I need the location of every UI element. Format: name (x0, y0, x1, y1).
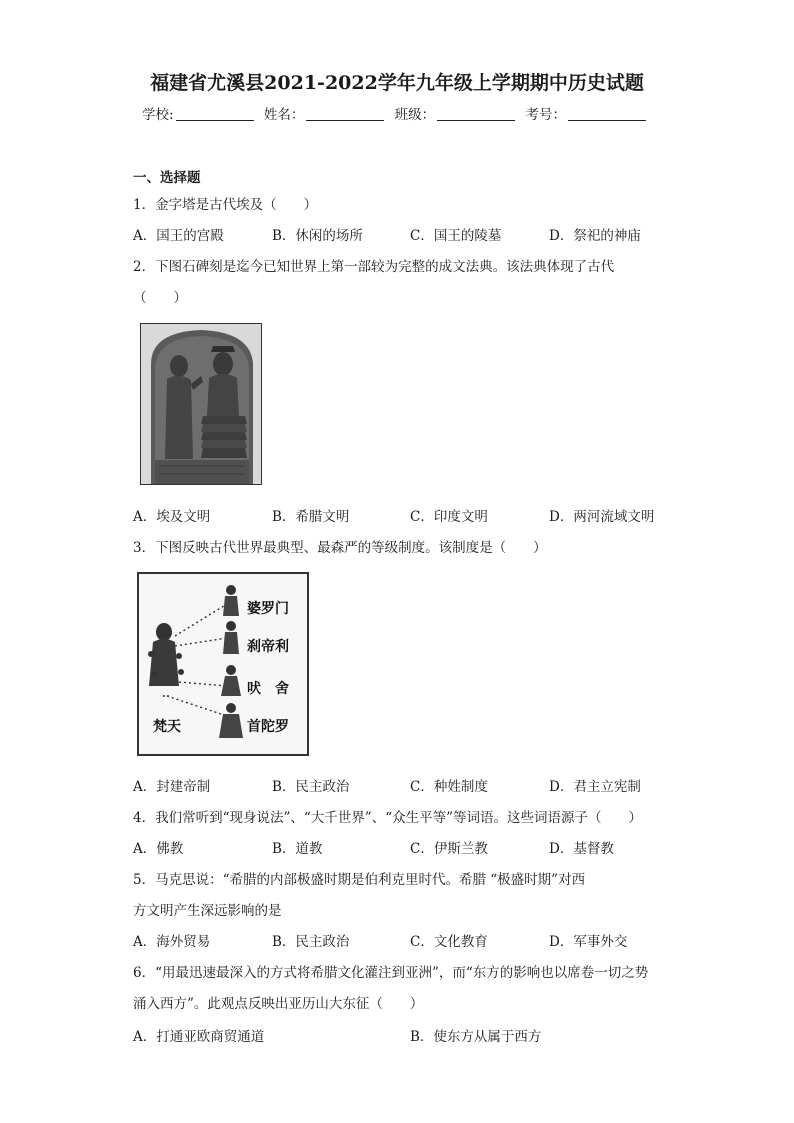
question-5-option-b[interactable]: B．民主政治 (272, 934, 350, 950)
exam-number-label: 考号： (525, 107, 566, 123)
question-3-option-b[interactable]: B．民主政治 (272, 779, 350, 795)
section-heading: 一、选择题 (133, 170, 201, 186)
school-label: 学校: (142, 107, 174, 123)
class-label: 班级： (394, 107, 436, 123)
question-1-stem: 1．金字塔是古代埃及（ ） (133, 197, 318, 213)
question-1-option-a[interactable]: A．国王的宫殿 (133, 228, 224, 244)
class-blank[interactable] (437, 106, 515, 121)
question-6-option-b[interactable]: B．使东方从属于西方 (410, 1029, 542, 1045)
student-info-line (0, 103, 794, 123)
caste-label-kshatriya: 刹帝利 (247, 639, 289, 655)
question-2-option-b[interactable]: B．希腊文明 (272, 509, 350, 525)
code-of-hammurabi-stele-image (140, 323, 262, 485)
name-label: 姓名： (263, 107, 305, 123)
caste-label-brahmin: 婆罗门 (247, 601, 289, 617)
question-3-option-a[interactable]: A．封建帝制 (133, 779, 211, 795)
question-4-option-d[interactable]: D．基督教 (549, 841, 614, 857)
question-6-stem-line-2: 涌入西方”。此观点反映出亚历山大东征（ ） (133, 996, 424, 1012)
question-1-option-b[interactable]: B．休闲的场所 (272, 228, 363, 244)
question-3-stem: 3．下图反映古代世界最典型、最森严的等级制度。该制度是（ ） (133, 540, 547, 556)
question-6-option-a[interactable]: A．打通亚欧商贸通道 (133, 1029, 265, 1045)
question-5-stem-line-1: 5．马克思说：“希腊的内部极盛时期是伯利克里时代。希腊 “极盛时期”对西 (133, 872, 586, 888)
question-2-stem-line-1: 2．下图石碑刻是迄今已知世界上第一部较为完整的成文法典。该法典体现了古代 (133, 259, 615, 275)
question-1-option-d[interactable]: D．祭祀的神庙 (549, 228, 641, 244)
question-4-stem: 4．我们常听到“现身说法”、“大千世界”、“众生平等”等词语。这些词语源子（ ） (133, 810, 642, 826)
caste-label-brahma: 梵天 (153, 719, 181, 735)
question-5-option-a[interactable]: A．海外贸易 (133, 934, 211, 950)
question-3-option-c[interactable]: C．种姓制度 (410, 779, 488, 795)
question-5-stem-line-2: 方文明产生深远影响的是 (133, 903, 282, 919)
exam-title: 福建省尤溪县2021-2022学年九年级上学期期中历史试题 (150, 72, 644, 94)
question-6-stem-line-1: 6．“用最迅速最深入的方式将希腊文化灌注到亚洲”，而“东方的影响也以席卷一切之势 (133, 965, 649, 981)
question-1-option-c[interactable]: C．国王的陵墓 (410, 228, 502, 244)
stele-drawing (141, 324, 261, 484)
question-2-option-c[interactable]: C．印度文明 (410, 509, 488, 525)
school-blank[interactable] (176, 106, 254, 121)
question-2-stem-line-2: （ ） (133, 290, 187, 306)
question-4-option-a[interactable]: A．佛教 (133, 841, 184, 857)
caste-label-shudra: 首陀罗 (247, 719, 289, 735)
name-blank[interactable] (306, 106, 384, 121)
question-2-option-a[interactable]: A．埃及文明 (133, 509, 211, 525)
caste-label-vaishya: 吠 舍 (247, 681, 289, 697)
question-3-option-d[interactable]: D．君主立宪制 (549, 779, 641, 795)
question-2-option-d[interactable]: D．两河流域文明 (549, 509, 655, 525)
exam-number-blank[interactable] (568, 106, 646, 121)
question-4-option-b[interactable]: B．道教 (272, 841, 323, 857)
caste-system-diagram (137, 572, 309, 756)
question-5-option-d[interactable]: D．军事外交 (549, 934, 628, 950)
question-4-option-c[interactable]: C．伊斯兰教 (410, 841, 488, 857)
question-5-option-c[interactable]: C．文化教育 (410, 934, 488, 950)
